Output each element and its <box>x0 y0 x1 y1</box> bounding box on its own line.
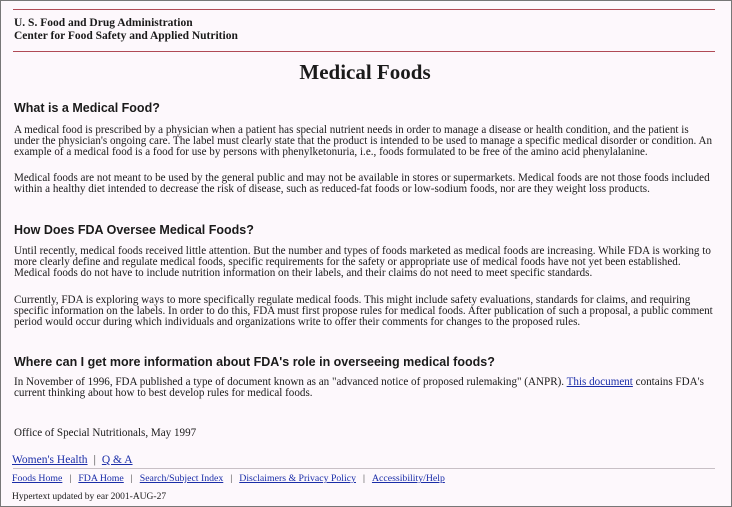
agency-name: U. S. Food and Drug Administration <box>14 17 193 29</box>
footer-separator: | <box>69 473 72 484</box>
top-divider <box>13 9 715 10</box>
paragraph-until-recently: Until recently, medical foods received little attention. But the number and types of foods marketed as medical foods are increasing. While FDA is working to more clearly define and regulate medical foods, specific requirements for the safety or appropriate use of medical foods have not yet been established. Medical foods do not have to include nutrition information on their labels, and their claims do not need to meet specific standards. <box>14 245 711 280</box>
footer-separator: | <box>130 473 133 484</box>
section-heading-what-is: What is a Medical Food? <box>14 101 160 115</box>
this-document-link[interactable]: This document <box>566 376 633 388</box>
paragraph-anpr <box>14 377 714 399</box>
footer-separator: | <box>230 473 233 484</box>
womens-health-link[interactable]: Women's Health <box>12 454 88 466</box>
footer-divider <box>13 468 715 469</box>
fda-home-link[interactable]: FDA Home <box>78 473 124 484</box>
paragraph-not-general-public: Medical foods are not meant to be used by the general public and may not be available in stores or supermarkets. Medical foods are not those foods included within a healthy diet intended to decrease the risk of disease, such as reduced-fat foods or low-sodium foods, nor are they weight loss products. <box>14 172 710 196</box>
footer-links <box>12 473 445 484</box>
section-heading-more-info: Where can I get more information about FDA's role in overseeing medical foods? <box>14 355 495 369</box>
updated-note: Hypertext updated by ear 2001-AUG-27 <box>12 492 167 502</box>
disclaimers-privacy-link[interactable]: Disclaimers & Privacy Policy <box>239 473 356 484</box>
page-title: Medical Foods <box>299 60 431 84</box>
agency-header <box>14 17 238 43</box>
header-divider <box>13 51 715 52</box>
section-heading-oversee: How Does FDA Oversee Medical Foods? <box>14 223 254 237</box>
qa-link[interactable]: Q & A <box>101 454 133 466</box>
nav-separator: | <box>93 454 96 466</box>
paragraph-currently: Currently, FDA is exploring ways to more specifically regulate medical foods. This might include safety evaluations, standards for claims, and requiring specific information on the labels. In order to do this, FDA must first propose rules for medical foods. After publication of such a proposal, a public comment period would occur during which individuals and organizations write to offer their comments for changes to the proposed rules. <box>14 294 713 329</box>
foods-home-link[interactable]: Foods Home <box>12 473 63 484</box>
anpr-text-before: In November of 1996, FDA published a type of document known as an "advanced notice of proposed rulemaking" (ANPR). <box>14 376 567 388</box>
nav-links <box>12 454 133 466</box>
attribution: Office of Special Nutritionals, May 1997 <box>14 427 197 439</box>
center-name: Center for Food Safety and Applied Nutrition <box>14 30 238 42</box>
search-index-link[interactable]: Search/Subject Index <box>139 473 224 484</box>
accessibility-help-link[interactable]: Accessibility/Help <box>371 473 445 484</box>
anpr-text-after: contains FDA's current thinking about how to best develop rules for medical foods. <box>14 376 704 400</box>
footer-separator: | <box>362 473 365 484</box>
paragraph-definition: A medical food is prescribed by a physician when a patient has special nutrient needs in order to manage a disease or health condition, and the patient is under the physician's ongoing care. The label must clearly state that the product is intended to be used to manage a specific medical disorder or condition. An example of a medical food is a food for use by persons with phenylketonuria, i.e., foods formulated to be free of the amino acid phenylalanine. <box>14 124 713 159</box>
